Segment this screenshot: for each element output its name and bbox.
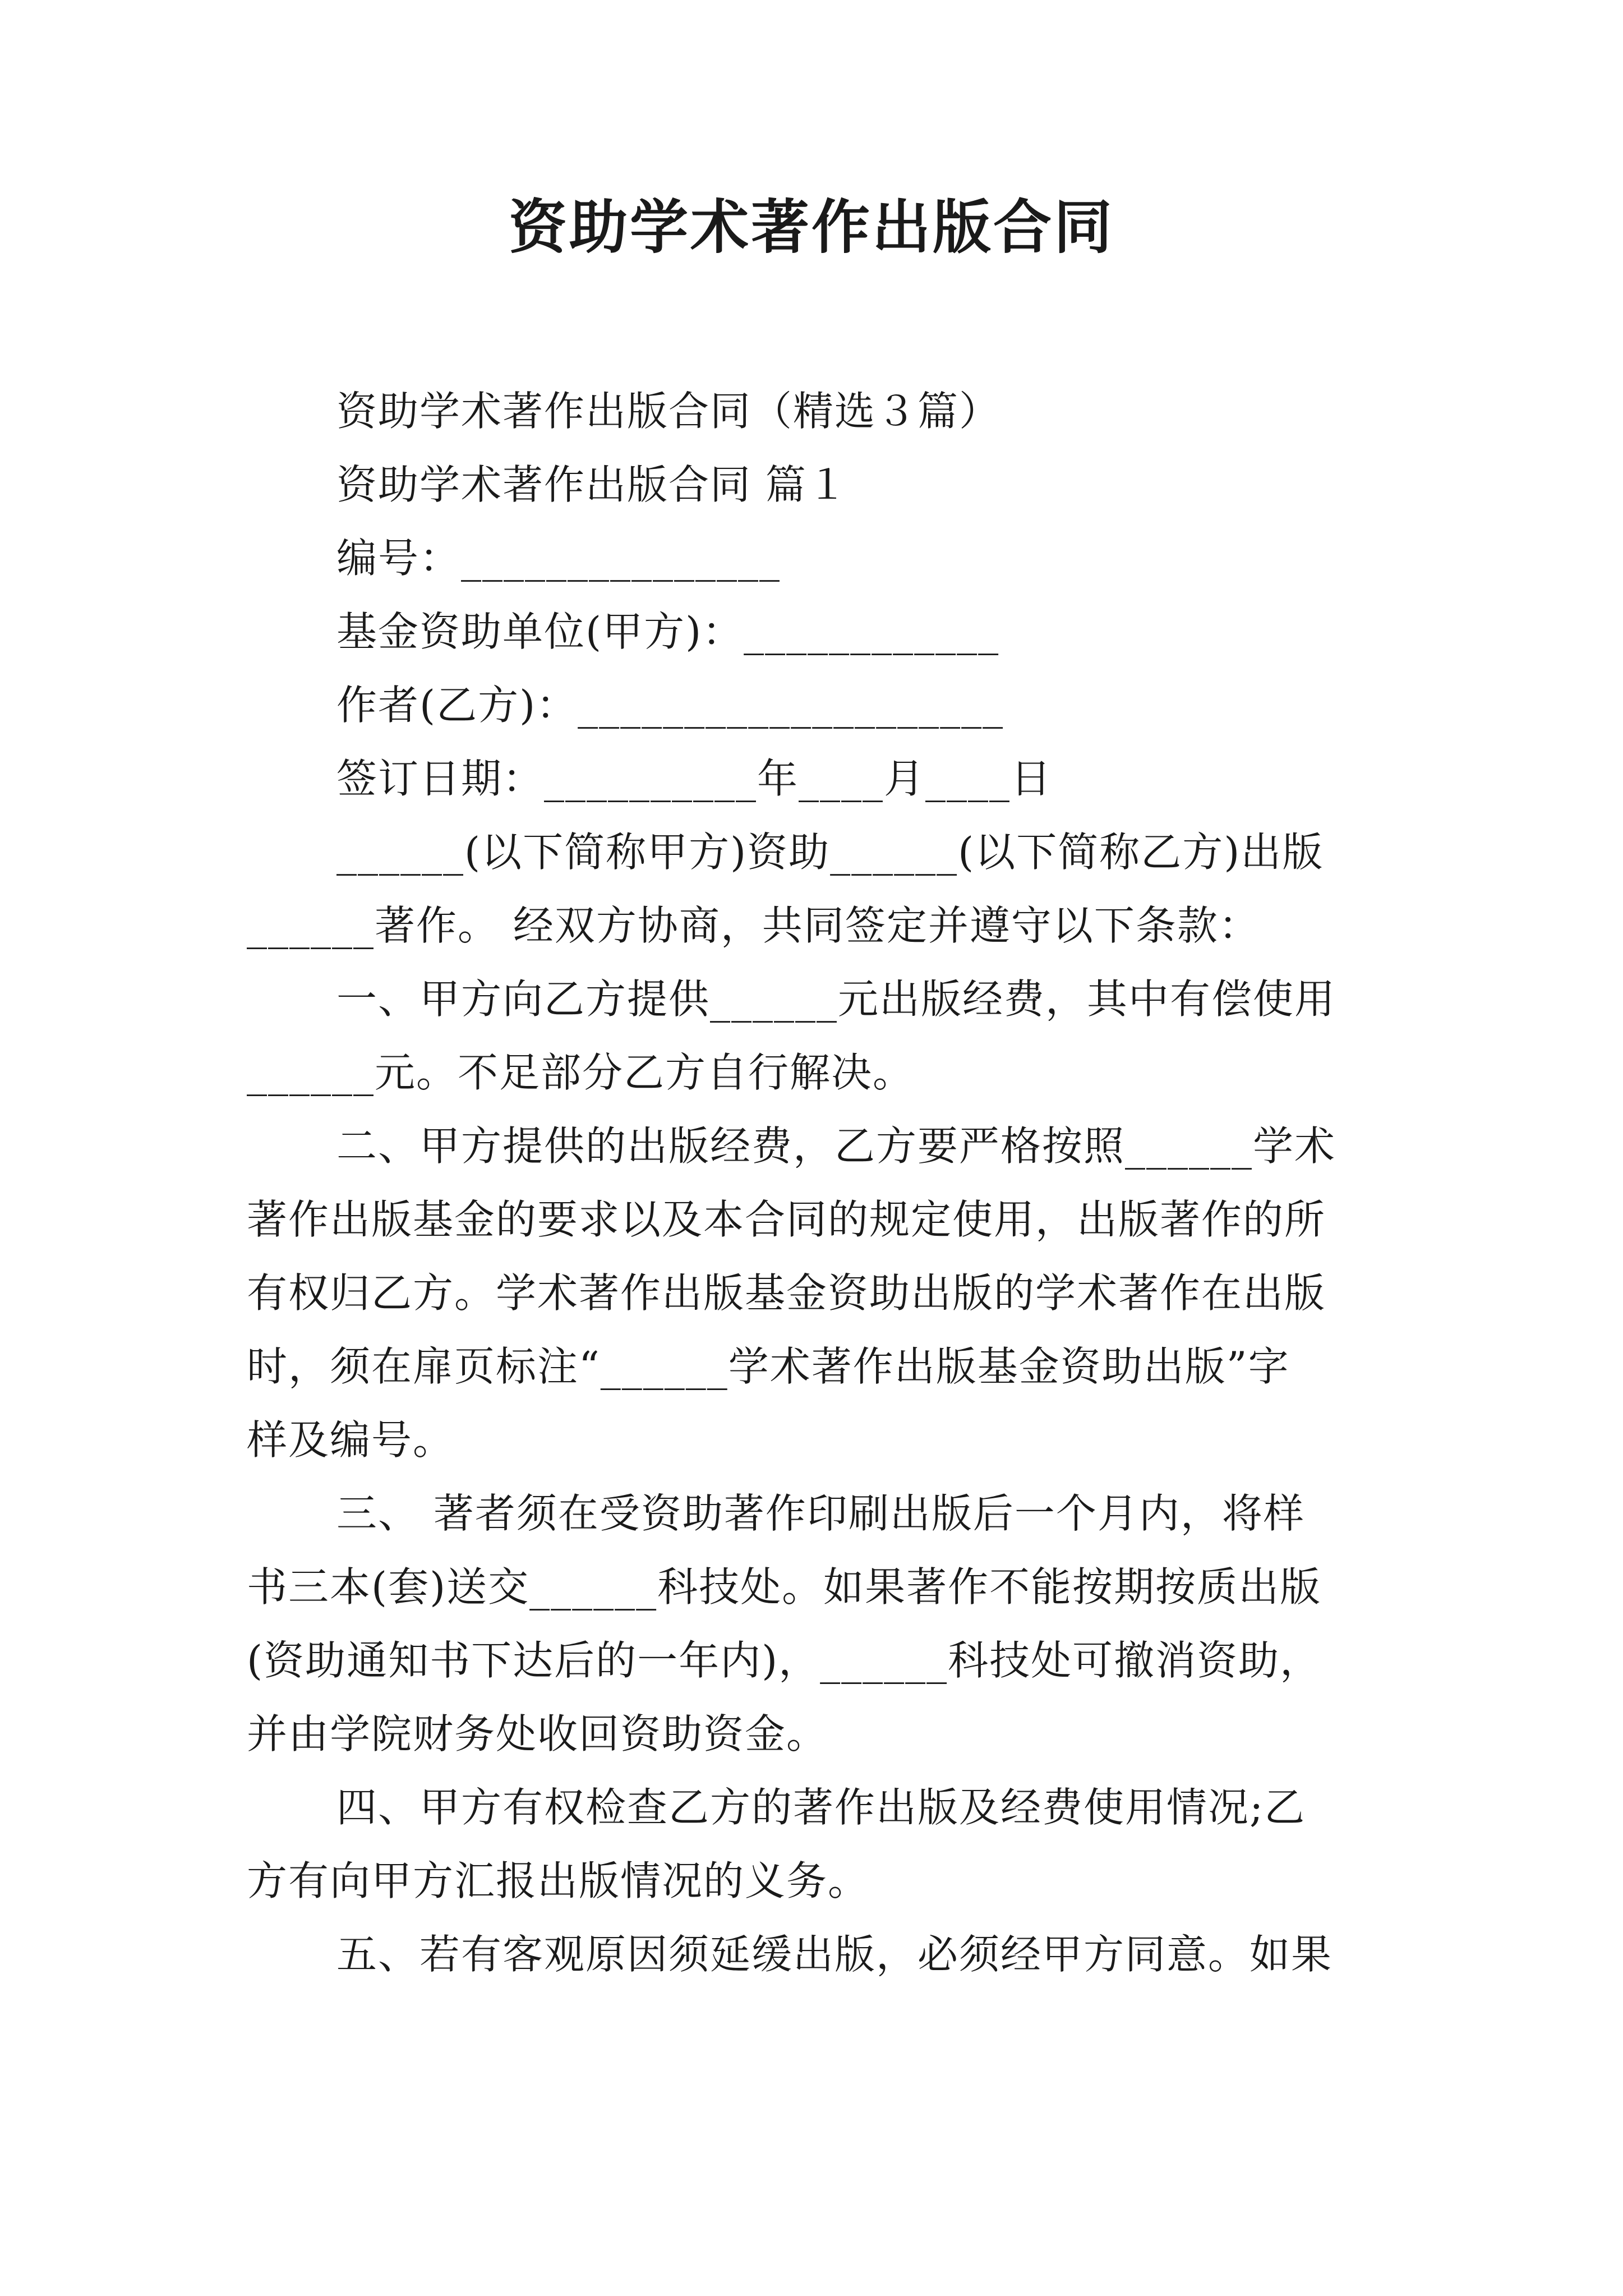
paragraph-line: 资助学术著作出版合同（精选３篇） [336,388,1001,435]
paragraph-line: ______(以下简称甲方)资助______(以下简称乙方)出版 [336,829,1324,876]
paragraph-line: 时，须在扉页标注“______学术著作出版基金资助出版”字 [247,1343,1290,1390]
paragraph-line: 基金资助单位(甲方)：____________ [336,608,1000,655]
paragraph-line: ______著作。 经双方协商，共同签定并遵守以下条款： [247,902,1260,949]
paragraph-line: 资助学术著作出版合同 篇１ [336,461,849,508]
document-title: 资助学术著作出版合同 [508,192,1114,261]
paragraph-line: 二、甲方提供的出版经费，乙方要严格按照______学术 [336,1122,1336,1170]
paragraph-line: (资助通知书下达后的一年内)，______科技处可撤消资助， [247,1637,1322,1684]
paragraph-line: 一、甲方向乙方提供______元出版经费，其中有偿使用 [336,976,1336,1023]
paragraph-line: 作者(乙方)：____________________ [336,682,1004,729]
paragraph-line: 四、甲方有权检查乙方的著作出版及经费使用情况;乙 [336,1784,1306,1831]
paragraph-line: 并由学院财务处收回资助资金。 [247,1710,828,1757]
paragraph-line: 五、若有客观原因须延缓出版，必须经甲方同意。如果 [336,1931,1333,1978]
paragraph-line: 签订日期：__________年____月____日 [336,755,1053,802]
paragraph-line: ______元。不足部分乙方自行解决。 [247,1049,915,1096]
document-body [247,375,1384,1991]
paragraph-line: 三、 著者须在受资助著作印刷出版后一个月内，将样 [336,1490,1305,1537]
paragraph-line: 方有向甲方汇报出版情况的义务。 [247,1857,870,1904]
paragraph-line: 样及编号。 [247,1416,455,1464]
paragraph-line: 著作出版基金的要求以及本合同的规定使用，出版著作的所 [247,1196,1326,1243]
paragraph-line: 书三本(套)送交______科技处。如果著作不能按期按质出版 [247,1563,1322,1611]
paragraph-line: 有权归乙方。学术著作出版基金资助出版的学术著作在出版 [247,1269,1326,1317]
paragraph-line: 编号：_______________ [336,535,781,582]
